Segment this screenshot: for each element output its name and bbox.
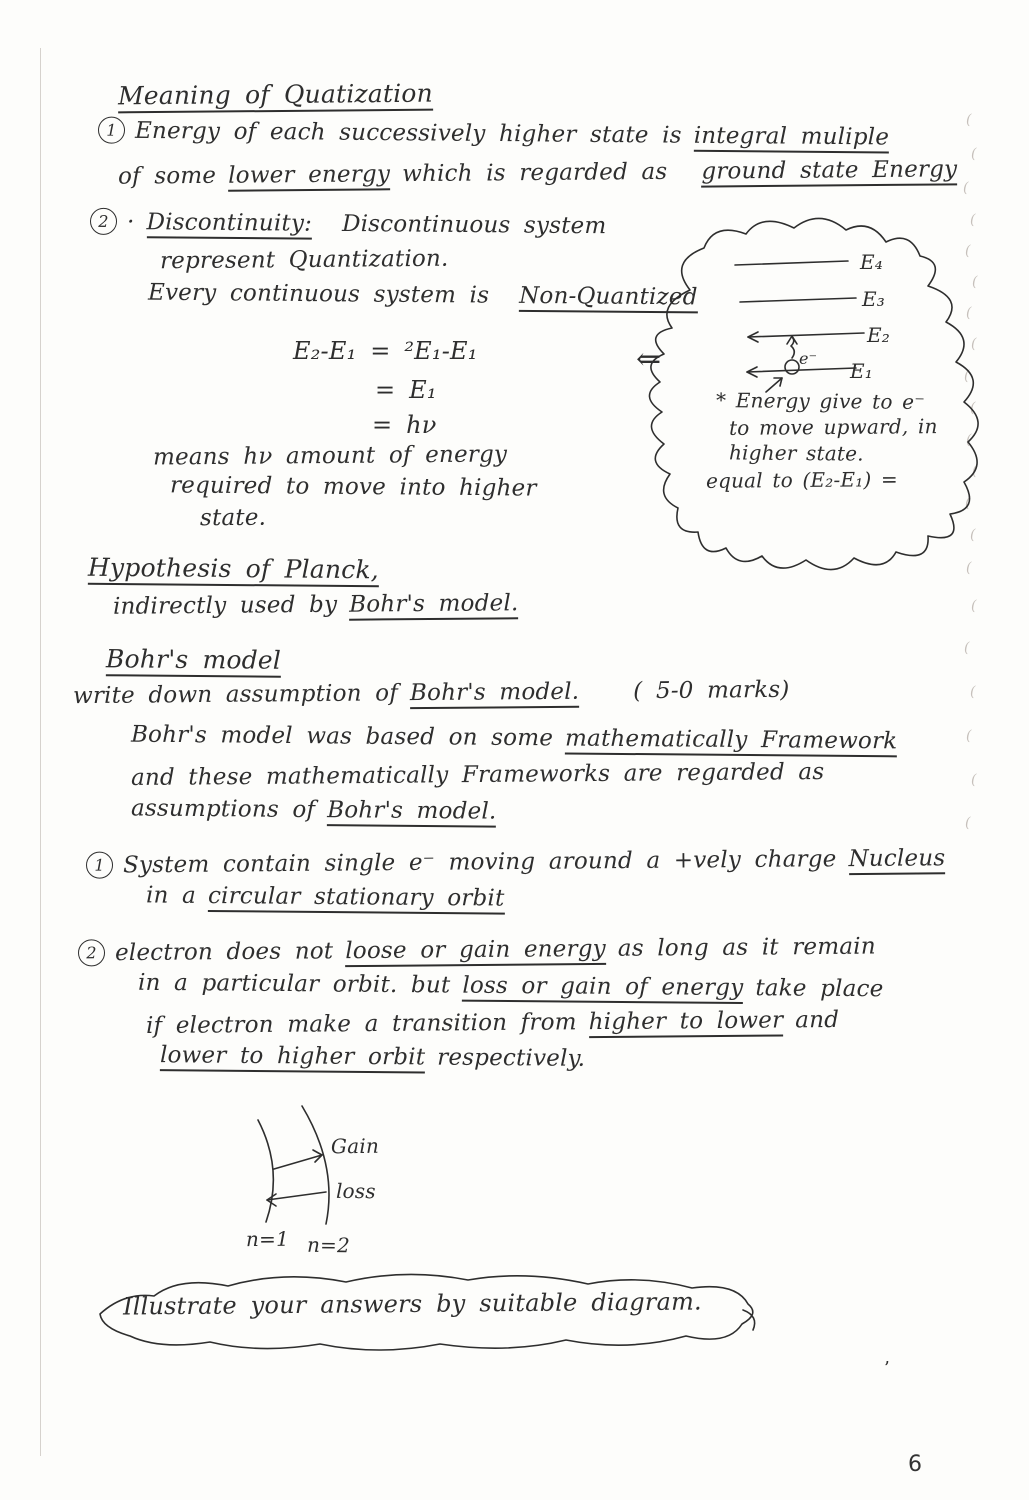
label-e3: E₃ [862,287,886,311]
binding-mark-icon: ( [972,463,978,479]
marks-note: ( 5-0 marks) [633,676,790,705]
section-title-bohrs-model [106,644,281,675]
orbit-arc-n1 [258,1120,273,1222]
equation-text: = hν [372,411,437,439]
binding-mark-icon: ( [964,640,970,656]
underlined-text: higher to lower [589,1007,784,1038]
circled-number-1: 1 [86,852,113,879]
binding-mark-icon: ( [971,772,977,788]
left-margin-line [40,48,41,1456]
label-n1: n=1 [245,1226,290,1252]
line-text: and [795,1006,840,1034]
binding-mark-icon: ( [964,368,970,384]
line-text: Energy of each successively higher state is [134,117,682,149]
underlined-text: loose or gain energy [345,936,606,967]
binding-mark-icon: ( [966,432,972,448]
binding-mark-icon: ( [971,336,977,352]
binding-mark-icon: ( [965,243,971,259]
line-text: as long as it remain [617,933,876,962]
binding-mark-icon: ( [965,495,971,511]
underlined-text: loss or gain of energy [462,973,743,1004]
page-number: 6 [908,1452,922,1477]
line-write-down-assumption [73,677,790,709]
underlined-text: circular stationary orbit [208,883,505,915]
line-text: respectively. [437,1044,586,1072]
underlined-text: lower energy [228,161,390,191]
line-ground-state-energy [118,156,957,189]
binding-mark-icon: ( [966,560,972,576]
equation-text: E₂-E₁ = ²E₁-E₁ [293,337,478,365]
line-text: in a particular orbit. but [137,969,451,999]
bullet-dot: · [126,209,135,236]
circled-number-1: 1 [98,117,125,144]
energy-level-line-e1 [747,368,856,372]
binding-mark-icon: ( [963,180,969,196]
binding-mark-icon: ( [966,728,972,744]
line-assumptions-of-bohrs [131,795,497,824]
line-energy-integral-multiple [98,117,889,151]
cloud-note-line-3: higher state. [728,440,864,466]
equation-equals-e1 [375,376,437,404]
line-represent-quantization [160,246,449,275]
line-required-to-move [170,472,537,501]
assumption-2-line-3 [146,1007,839,1039]
binding-mark-icon: ( [970,684,976,700]
assumption-1-line-2 [146,882,505,911]
line-text: indirectly used by [112,591,338,620]
label-n2: n=2 [306,1232,351,1258]
underlined-text: Nucleus [848,845,945,875]
line-text: assumptions of [130,795,316,824]
underlined-text: Bohr's model. [410,679,580,709]
loss-arrow [267,1192,326,1200]
line-means-hv-amount [153,441,507,470]
label-e1: E₁ [850,359,874,383]
energy-level-line-e4 [735,261,848,265]
line-text: write down assumption of [72,680,399,710]
line-non-quantized [148,280,698,311]
assumption-2-line-4 [160,1042,585,1072]
line-text: means hν amount of energy [152,441,508,471]
assumption-2-line-2 [138,970,884,1003]
left-double-arrow-icon: ⇐ [636,342,662,377]
underlined-text: Non-Quantized [519,283,698,314]
binding-mark-icon: ( [965,815,971,831]
binding-mark-icon: ( [970,400,976,416]
label-e2: E₂ [867,323,891,347]
title-text: Meaning of Quatization [118,79,433,114]
label-loss: loss [335,1178,376,1204]
cloud-note-line-4: equal to (E₂-E₁) = [705,467,899,493]
label-gain: Gain [330,1133,380,1159]
line-text: take place [755,975,884,1003]
cloud-note-line-1: * Energy give to e⁻ [715,388,926,414]
line-text: Bohr's model was based on some [130,721,554,752]
line-text: represent Quantization. [159,245,449,275]
line-text: Every continuous system is [147,279,490,309]
line-frameworks-regarded [131,759,824,791]
underlined-text: ground state Energy [701,156,957,187]
line-text: of some [117,162,217,190]
underlined-text: integral muliple [694,123,890,154]
binding-mark-icon: ( [970,212,976,228]
title-text: Bohr's model [106,644,281,678]
underlined-text: Bohr's model. [349,590,519,620]
title-text: Hypothesis of Planck, [88,553,379,588]
assumption-1-line-1 [86,844,946,878]
assumption-2-line-1 [78,933,876,967]
energy-level-line-e3 [740,298,856,302]
line-text: Discontinuous system [341,210,607,240]
line-text: System contain single e⁻ moving around a +vely charge [122,846,837,879]
arrowhead-jump-up [787,336,797,344]
energy-level-line-e2 [748,333,864,337]
binding-mark-icon: ( [971,598,977,614]
equation-equals-hv [372,411,437,439]
underlined-text: lower to higher orbit [160,1042,425,1073]
bubble-text: Illustrate your answers by suitable diagram. [122,1287,702,1321]
label-electron: e⁻ [799,349,818,368]
line-bohrs-based-on [131,722,898,755]
stray-apostrophe-mark: ’ [884,1358,890,1379]
electron-dot [785,360,799,374]
orbit-arc-n2 [302,1106,329,1224]
label-e4: E₄ [860,250,884,274]
binding-mark-icon: ( [971,146,977,162]
underlined-text: Discontinuity: [146,209,312,239]
binding-mark-icon: ( [972,274,978,290]
equation-text: = E₁ [375,376,437,404]
line-text: electron does not [114,938,334,967]
circled-number-2: 2 [90,208,117,235]
binding-mark-icon: ( [970,527,976,543]
line-indirectly-used [113,590,519,620]
line-text: in a [145,882,197,909]
underlined-text: mathematically Framework [565,725,898,757]
binding-mark-icon: ( [966,112,972,128]
line-text: and these mathematically Frameworks are regarded as [130,758,825,792]
binding-mark-icon: ( [966,305,972,321]
circled-number-2: 2 [78,939,105,966]
line-text: state. [199,504,267,532]
line-state [200,505,266,532]
line-text: which is regarded as [402,158,668,188]
line-discontinuity [90,208,607,240]
section-title-meaning-of-quatization [118,79,433,111]
line-text: if electron make a transition from [145,1009,577,1040]
equation-e2-minus-e1 [293,337,478,365]
underlined-text: Bohr's model. [327,797,497,827]
line-text: required to move into higher [169,472,537,502]
cloud-note-line-2: to move upward, in [728,414,938,440]
section-title-hypothesis-of-planck [88,553,379,585]
